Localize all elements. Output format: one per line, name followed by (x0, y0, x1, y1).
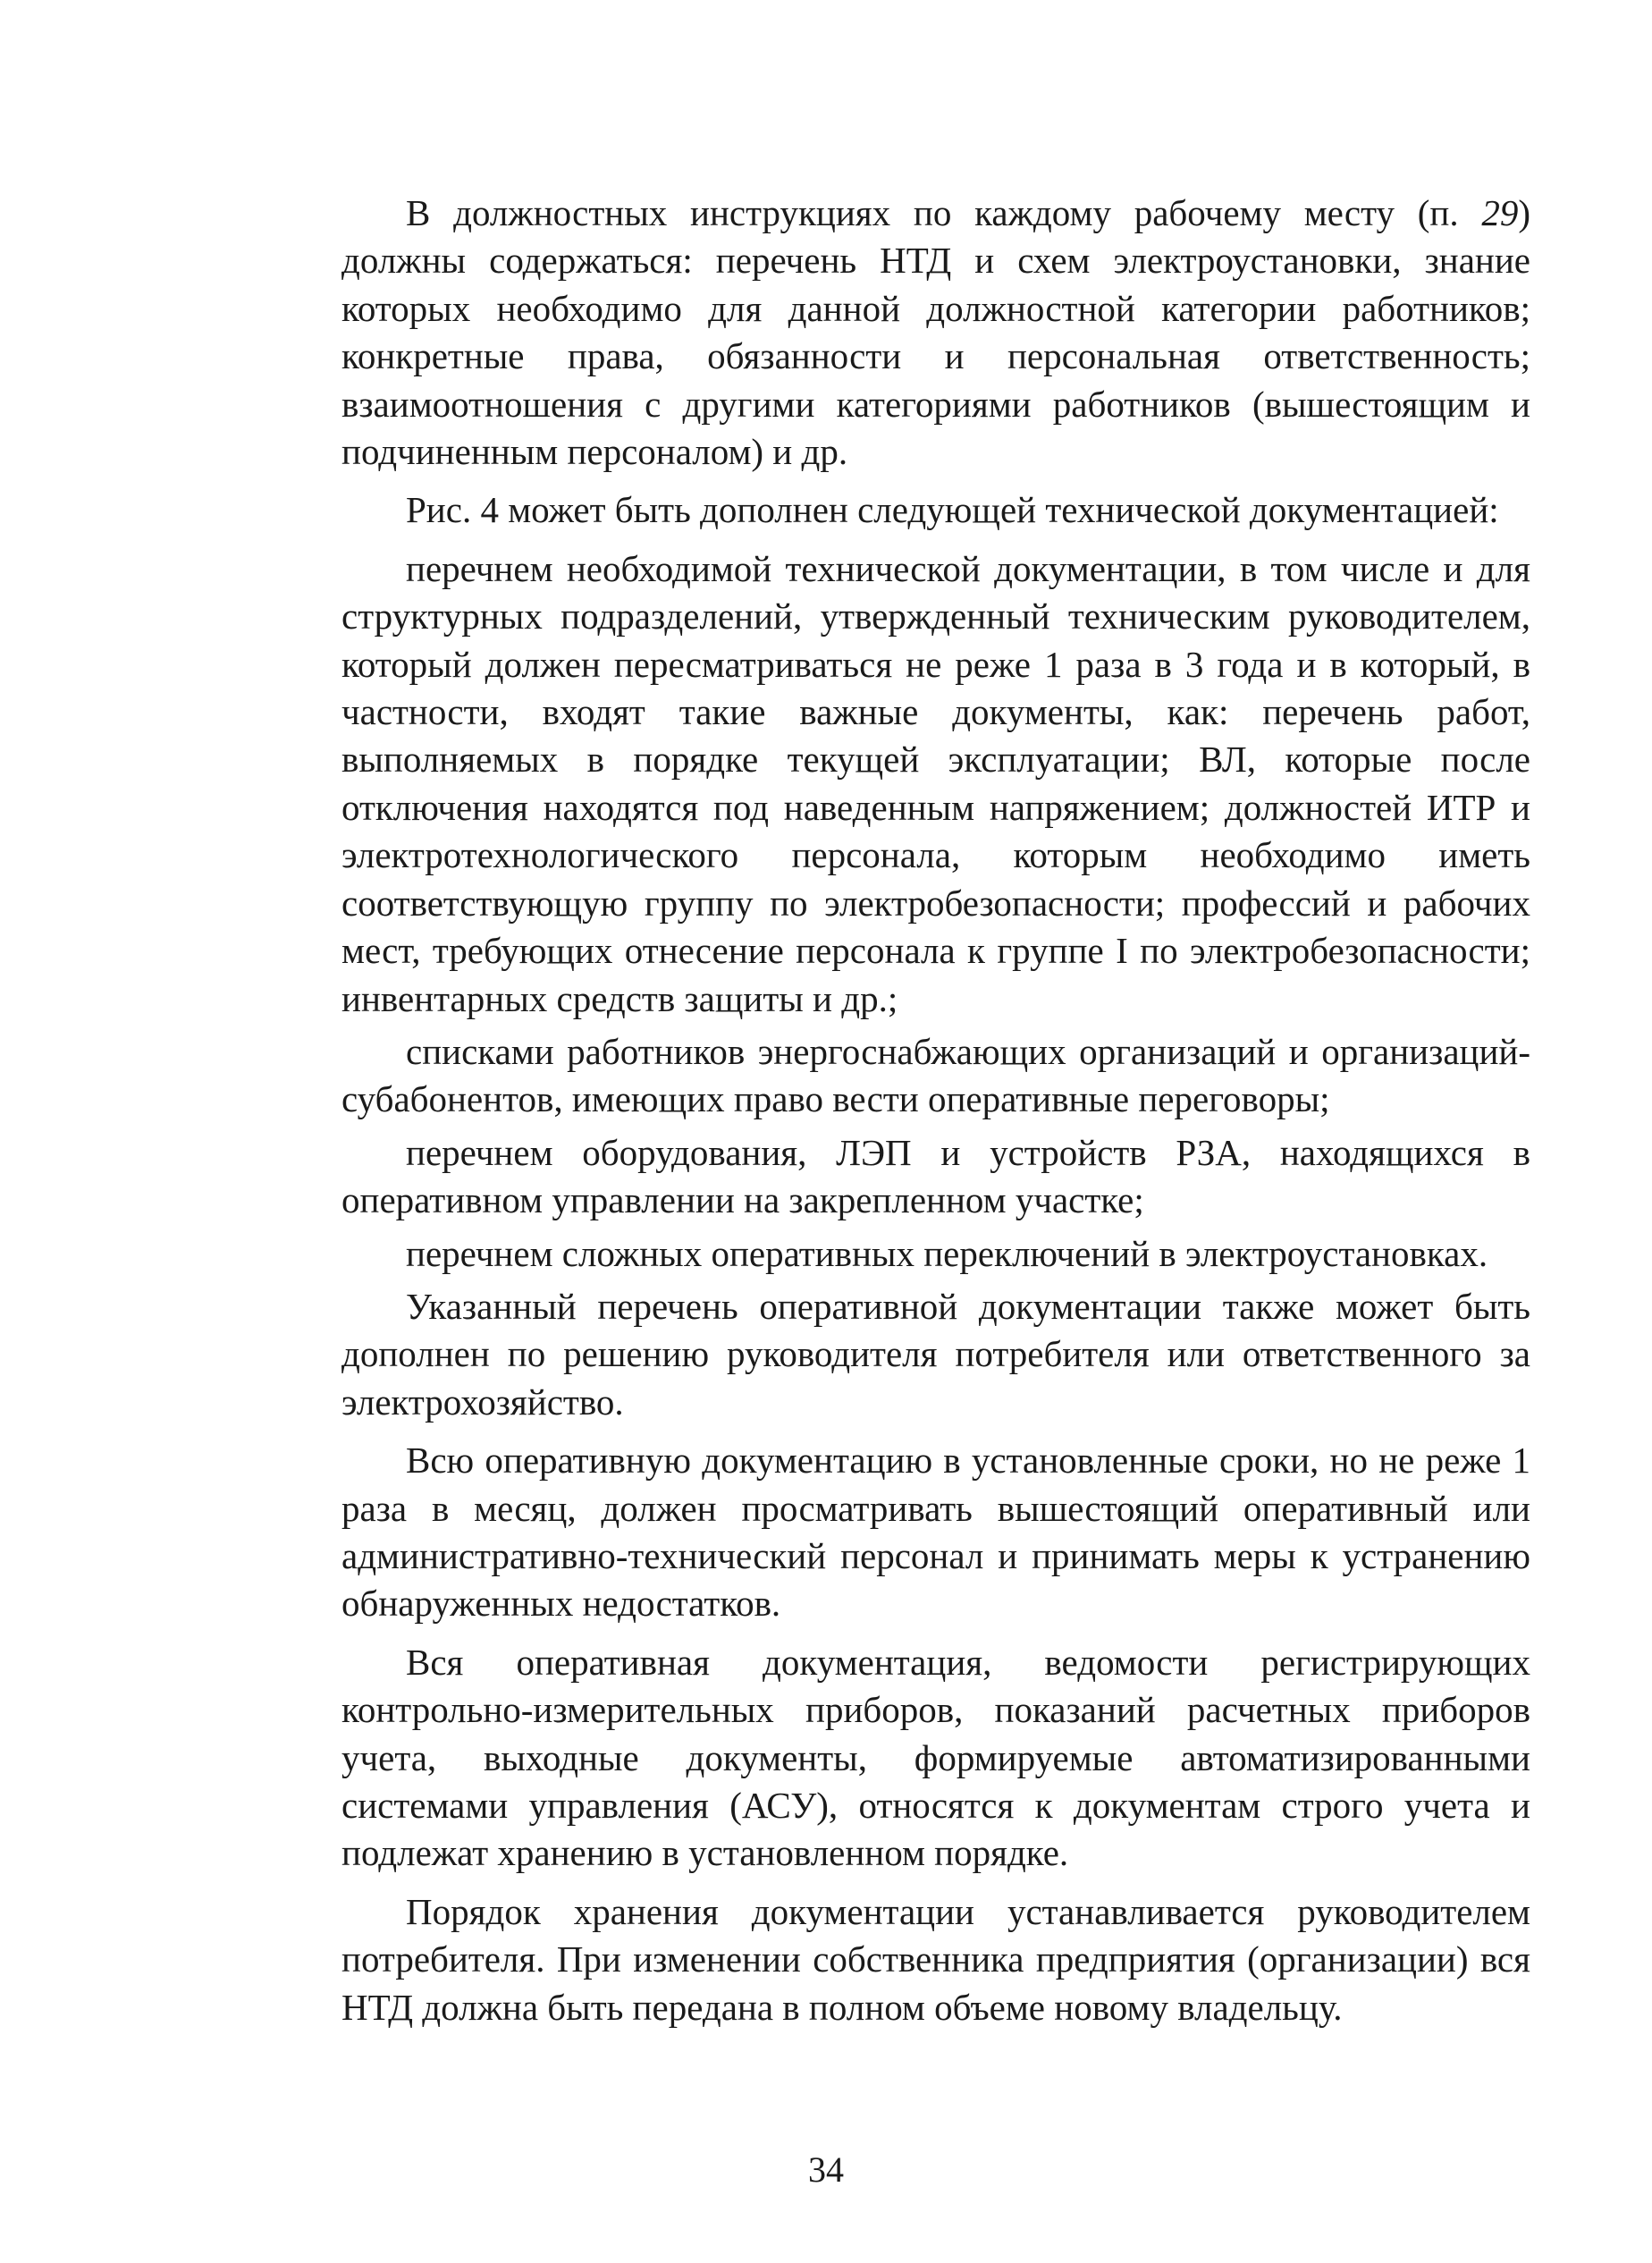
paragraph-monthly-review (341, 1437, 1530, 1628)
paragraph-text: списками работников энергоснабжающих организаций и организаций-субабонентов, имеющих право вести оперативные переговоры; (341, 1030, 1530, 1120)
list-item-equipment-list (341, 1129, 1530, 1225)
paragraph-text: перечнем необходимой технической документации, в том числе и для структурных подразделений, утвержденный техническим руководителем, который должен пересматриваться не реже 1 раза в 3 года и в который, в частности, входят такие важные документы, как: перечень работ, выполняемых в порядке текущей эксплуатации; ВЛ, которые после отключения находятся под наведенным напряжением; должностей ИТР и электротехнологического персонала, которым необходимо иметь соответствующую группу по электробезопасности; профессий и рабочих мест, требующих отнесение персонала к группе I по электробезопасности; инвентарных средств защиты и др.; (341, 547, 1530, 1019)
paragraph-text: ) должны содержаться: перечень НТД и схем электроустановки, знание которых необходимо для данной должностной категории работников; конкретные права, обязанности и персональная ответственность; взаимоотношения с другими категориями работников (вышестоящим и подчиненным персоналом) и др. (341, 192, 1530, 473)
list-item-technical-docs (341, 545, 1530, 1023)
page-number: 34 (808, 2149, 844, 2190)
paragraph-text: Вся оперативная документация, ведомости регистрирующих контрольно-измерительных приборов, показаний расчетных приборов учета, выходные документы, формируемые автоматизированными системами управления (АСУ), относятся к документам строго учета и подлежат хранению в установленном порядке. (341, 1641, 1530, 1874)
body-text (341, 190, 1530, 2042)
paragraph-job-instructions (341, 190, 1530, 476)
paragraph-supplement-decision (341, 1283, 1530, 1426)
paragraph-text: Указанный перечень оперативной документации также может быть дополнен по решению руководителя потребителя или ответственного за электрохозяйство. (341, 1285, 1530, 1423)
paragraph-strict-accounting (341, 1639, 1530, 1878)
paragraph-text: Всю оперативную документацию в установленные сроки, но не реже 1 раза в месяц, должен просматривать вышестоящий оперативный или административно-технический персонал и принимать меры к устранению обнаруженных недостатков. (341, 1440, 1530, 1625)
clause-number: 29 (1481, 192, 1519, 233)
list-item-staff-lists (341, 1028, 1530, 1124)
list-item-switching-list (341, 1230, 1530, 1278)
paragraph-text: перечнем оборудования, ЛЭП и устройств РЗА, находящихся в оперативном управлении на закрепленном участке; (341, 1131, 1530, 1221)
paragraph-storage-order (341, 1888, 1530, 2031)
paragraph-text: перечнем сложных оперативных переключений в электроустановках. (406, 1232, 1488, 1274)
paragraph-figure-supplement (341, 486, 1530, 534)
paragraph-text: В должностных инструкциях по каждому рабочему месту (п. (406, 192, 1482, 233)
paragraph-text: Порядок хранения документации устанавливается руководителем потребителя. При изменении собственника предприятия (организации) вся НТД должна быть передана в полном объеме новому владельцу. (341, 1890, 1530, 2028)
paragraph-text: Рис. 4 может быть дополнен следующей технической документацией: (406, 489, 1499, 531)
